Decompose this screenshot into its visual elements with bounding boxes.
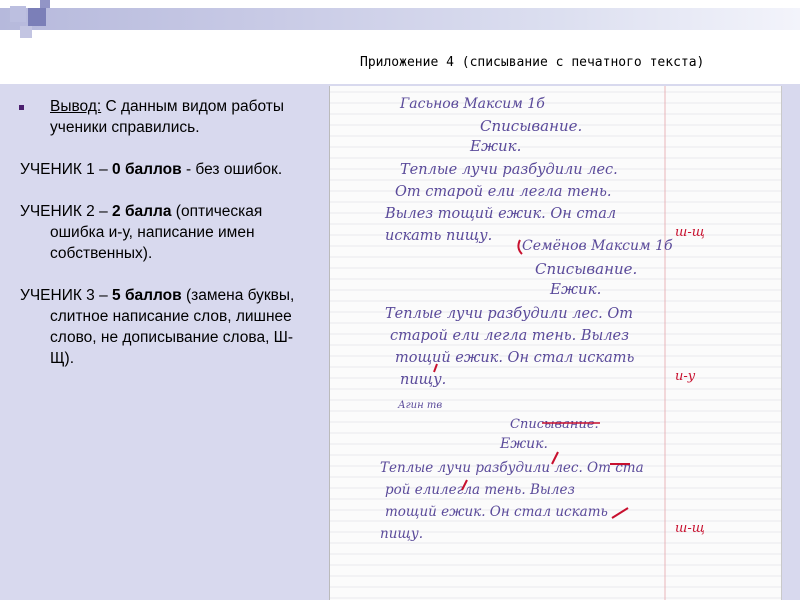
notebook-scan: [329, 86, 782, 600]
work-1: [384, 96, 705, 244]
work-2-name: Семёнов Максим 1б: [522, 238, 673, 254]
work-1-name: Гасьнов Максим 1б: [400, 96, 545, 112]
work-2-title: Ежик.: [550, 280, 602, 298]
student-3-paragraph: [20, 285, 310, 369]
conclusion-text: С данным видом работы ученики справились.: [50, 98, 285, 136]
summary-text: [20, 96, 310, 390]
work-3-error-mark: ш-щ: [675, 521, 705, 536]
student-3-score: 5 баллов: [112, 287, 182, 304]
notebook-page: [330, 86, 781, 600]
bullet-icon: [19, 105, 24, 110]
work-1-line: Теплые лучи разбудили лес.: [400, 162, 618, 178]
work-3-line: тощий ежик. Он стал искать: [385, 504, 608, 520]
deco-square: [20, 26, 32, 38]
page-title: Приложение 4 (списывание с печатного текста): [360, 55, 705, 70]
work-2-line: старой ели легла тень. Вылез: [390, 328, 630, 344]
work-3-line: Теплые лучи разбудили лес. От ста: [380, 460, 644, 476]
student-1-note: - без ошибок.: [181, 161, 283, 178]
student-1-name: УЧЕНИК 1 –: [20, 161, 113, 178]
work-2-error-mark: и-у: [675, 369, 696, 384]
top-band: [0, 0, 800, 45]
work-3-title: Ежик.: [500, 436, 548, 452]
work-2: [385, 238, 696, 388]
work-3-line: пищу.: [380, 526, 424, 542]
work-2-line: Теплые лучи разбудили лес. От: [385, 306, 634, 322]
deco-square: [40, 0, 50, 8]
student-2-score: 2 балла: [112, 203, 172, 220]
work-3-name: Агин тв: [398, 400, 443, 411]
student-1-score: 0 баллов: [112, 161, 182, 178]
student-3-name: УЧЕНИК 3 –: [20, 287, 113, 304]
work-1-heading: Списывание.: [480, 117, 583, 135]
student-2-name: УЧЕНИК 2 –: [20, 203, 113, 220]
decorative-squares: [0, 0, 60, 45]
work-2-line: тощий ежик. Он стал искать: [395, 350, 635, 366]
work-3-heading: Списывание.: [510, 417, 599, 432]
top-gradient-strip: [0, 8, 800, 30]
work-1-title: Ежик.: [470, 137, 522, 155]
work-1-error-mark: ш-щ: [675, 225, 705, 240]
red-correction-mark: [612, 508, 628, 518]
deco-square: [28, 8, 46, 26]
deco-square: [10, 6, 26, 22]
student-2-paragraph: [20, 201, 310, 264]
student-3-note: (замена буквы, слитное написание слов, лишнее слово, не дописывание слова, Ш-Щ).: [50, 287, 295, 367]
work-1-line: Вылез тощий ежик. Он стал: [385, 206, 617, 222]
work-3-line: рой елилегла тень. Вылез: [385, 482, 575, 498]
student-1-paragraph: [20, 159, 310, 180]
conclusion-paragraph: [20, 96, 310, 138]
student-2-note: (оптическая ошибка и-у, написание имен собственных).: [50, 203, 263, 262]
work-2-line: пищу.: [400, 372, 447, 388]
work-1-line: От старой ели легла тень.: [395, 184, 612, 200]
conclusion-label: Вывод:: [50, 98, 102, 115]
work-2-heading: Списывание.: [535, 260, 638, 278]
work-1-line: искать пищу.: [385, 228, 493, 244]
